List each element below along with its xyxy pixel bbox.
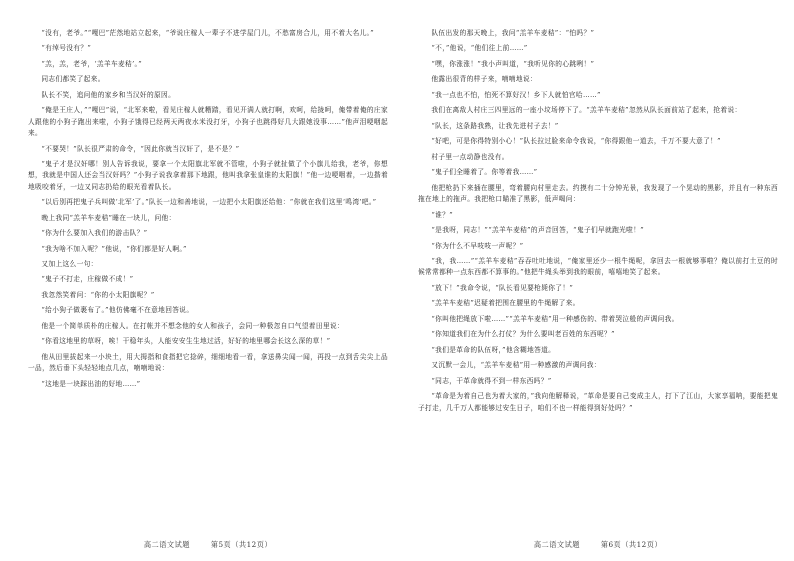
paragraph: “我们是革命的队伍呀，”他含糊地答道。	[431, 345, 556, 354]
footer-subject: 高二语文试题	[533, 540, 580, 549]
paragraph: “羔羊车麦秸”迟疑着把围在腰里的牛绳解了来。	[431, 299, 580, 308]
paragraph: 我忽然笑着问：“你的小太阳旗呢？”	[41, 290, 155, 299]
paragraph: 他从田里拔起来一小块土，用大拇指和食指把它捻碎，细细地看一看，拿送鼻尖闻一闻，再投一点到舌尖尖上品一品，然后垂下头轻轻地点几点，喃喃地说：	[28, 352, 388, 373]
paragraph: “给小狗子做裹布了。”他仿佛毫不在意地回答说。	[41, 306, 194, 315]
paragraph: 我们在离敌人村庄三四里远的一座小坟场停下了。“羔羊车麦秸”忽然从队长面前站了起来，抢着说：	[431, 106, 742, 115]
paragraph: “有绰号没有？”	[41, 44, 92, 53]
paragraph: “我，我……”“羔羊车麦秸”吞吞吐吐地说，“俺家里还少一根牛绳呢，拿回去一根就够事啦？俺以前打土豆的时候常常都种一点东西都不算事的。”他把牛绳头举到我的眼前，嘻嘻地笑了起来。	[418, 257, 778, 277]
paragraph: “不，”他说，“他们往上前……”	[431, 44, 528, 53]
paragraph: 又加上这么一句：	[41, 260, 98, 268]
paragraph: “同志，干革命就得不到一样东西吗？”	[431, 376, 552, 385]
paragraph: “鬼子们全睡着了。你等着我……”	[431, 168, 538, 177]
page-6-body	[418, 28, 778, 418]
paragraph: “鬼子不打走，庄稼做不成！”	[41, 275, 134, 284]
paragraph: “俺是王庄人，”“嘎巴”说，“北军来啦，看见庄稼人就糟踏，看见开满人就打啊，欢呵，给拢呵，俺带着俺的庄家人跟他的小狗子跑出来啦，小狗子饿得已经两天两夜水米没打牙，小狗子也跳得好几大跟她没事……”他声泪哽咽起来。	[28, 106, 388, 138]
paragraph: 村子里一点动静也没有。	[431, 152, 509, 161]
page-5	[28, 0, 388, 561]
paragraph: “这地是一块踩出油的好地……”	[41, 379, 141, 388]
paragraph: 他是一个简单质朴的庄稼人。在打帐并不想念他的女人和孩子，会同一种极忽自口气望着田里说：	[41, 321, 344, 330]
footer-page-number: 第5页（共12页）	[210, 540, 273, 549]
paragraph: 他把枪扔下来插在腰里，弯着腰向村里走去。约摸有二十分钟光景，我发现了一个晃动的黑影，并且有一种东西拖在地上的拖声。我把枪口瞄准了黑影，低声喝问：	[418, 183, 778, 204]
paragraph: “鬼子才是汉奸哪！别人告诉我说，要拿一个太阳旗北军就不管啦，小狗子就扯做了个小旗儿给我，老爷，你想想，我就是中国人还会当汉奸吗？”小狗子说我拿着那下地跟，他叫我拿张皇谁的太阳旗！”他一边哽咽着，一边揩着地吸咬着牙，一边又同志扔给的眼光看着队长。	[28, 159, 388, 191]
paragraph: “没有，老爷。”“嘎巴”茫然地站立起来，“爷说庄稼人一辈子不进学屋门儿，不愁富房合儿，用不着大名儿。”	[41, 29, 374, 37]
paragraph: “嘿，你涨涨！”我小声叫道，“我听见你的心跳咧！”	[431, 59, 595, 68]
paragraph: “革命是为着自己也为着大家的，”我向他解释说，“革命是要自己变成主人，打下了江山，大家享福呐，要能把鬼子打走，几千万人都能够过安生日子，咱们不也一样能得到好处吗？”	[418, 392, 778, 412]
paragraph: 同志们都笑了起来。	[41, 75, 105, 84]
paragraph: “我一点也不怕，怕死不算好汉！乡下人就怕官哈……”	[431, 90, 601, 99]
paragraph: “以后别再把鬼子兵叫做‘北军’了。”队长一边和善地说，一边把小太阳旗还给他：“你就在我们这里‘鸣湾’吧。”	[41, 198, 377, 207]
footer-subject: 高二语文试题	[143, 540, 190, 549]
paragraph: “好吧，可是你得特别小心！”队长拉过脸来命令我说，“你得跟他一道去，千万不要大意了！”	[431, 137, 721, 146]
paragraph: “队长，这条路我熟，让我先进村子去！”	[431, 121, 559, 130]
paragraph: “你看这地里的草呀，唉！干稳年头，人能安安生生地过活，好好的地里哪会长这么深的草！”	[41, 337, 331, 346]
paragraph: “是我呀，同志！”“羔羊车麦秸”的声音回答，“鬼子们早就跑光啦！”	[431, 226, 645, 235]
page-6-footer	[418, 540, 778, 550]
paragraph: “我为啥不加入呢？”他说，“你们都是好人啊。”	[41, 244, 187, 253]
page-6	[418, 0, 778, 561]
page-5-footer	[28, 540, 388, 550]
paragraph: “谁？”	[431, 210, 454, 219]
paragraph: 他露出很背的样子来，喃喃地说：	[431, 75, 537, 84]
page-5-body	[28, 28, 388, 394]
paragraph: “放下！”我命令说，“队长看见要枪毙你了！”	[431, 283, 574, 292]
paragraph: 又沉默一会儿，“羔羊车麦秸”用一种感激的声调问我：	[431, 361, 601, 370]
paragraph: 队长不笑，追问他的家乡和当汉奸的原因。	[41, 90, 176, 99]
paragraph: “你知道我们在为什么打仗？为什么要叫老百姓的东西呢？”	[431, 330, 615, 339]
paragraph: “你叫他把绳放下啦……”“羔羊车麦秸”用一种感伤的、带着哭泣般的声调问我。	[431, 314, 679, 323]
footer-page-number: 第6页（共12页）	[600, 540, 663, 549]
paragraph: “不要哭！”队长很严肃的命令，“因此你就当汉奸了，是不是？”	[41, 144, 240, 153]
paragraph: 队伍出发的那天晚上，我问“羔羊车麦秸”：“怕吗？”	[431, 29, 595, 37]
paragraph: “你为什么要加入我们的游击队？”	[41, 229, 148, 238]
paragraph: “你为什么不早吱吱一声呢？”	[431, 241, 524, 250]
paragraph: 晚上我同“羔羊车麦秸”睡在一块儿，问他：	[41, 213, 176, 222]
paragraph: “羔，羔，老爷，‘羔羊车麦秸’。”	[41, 59, 143, 68]
